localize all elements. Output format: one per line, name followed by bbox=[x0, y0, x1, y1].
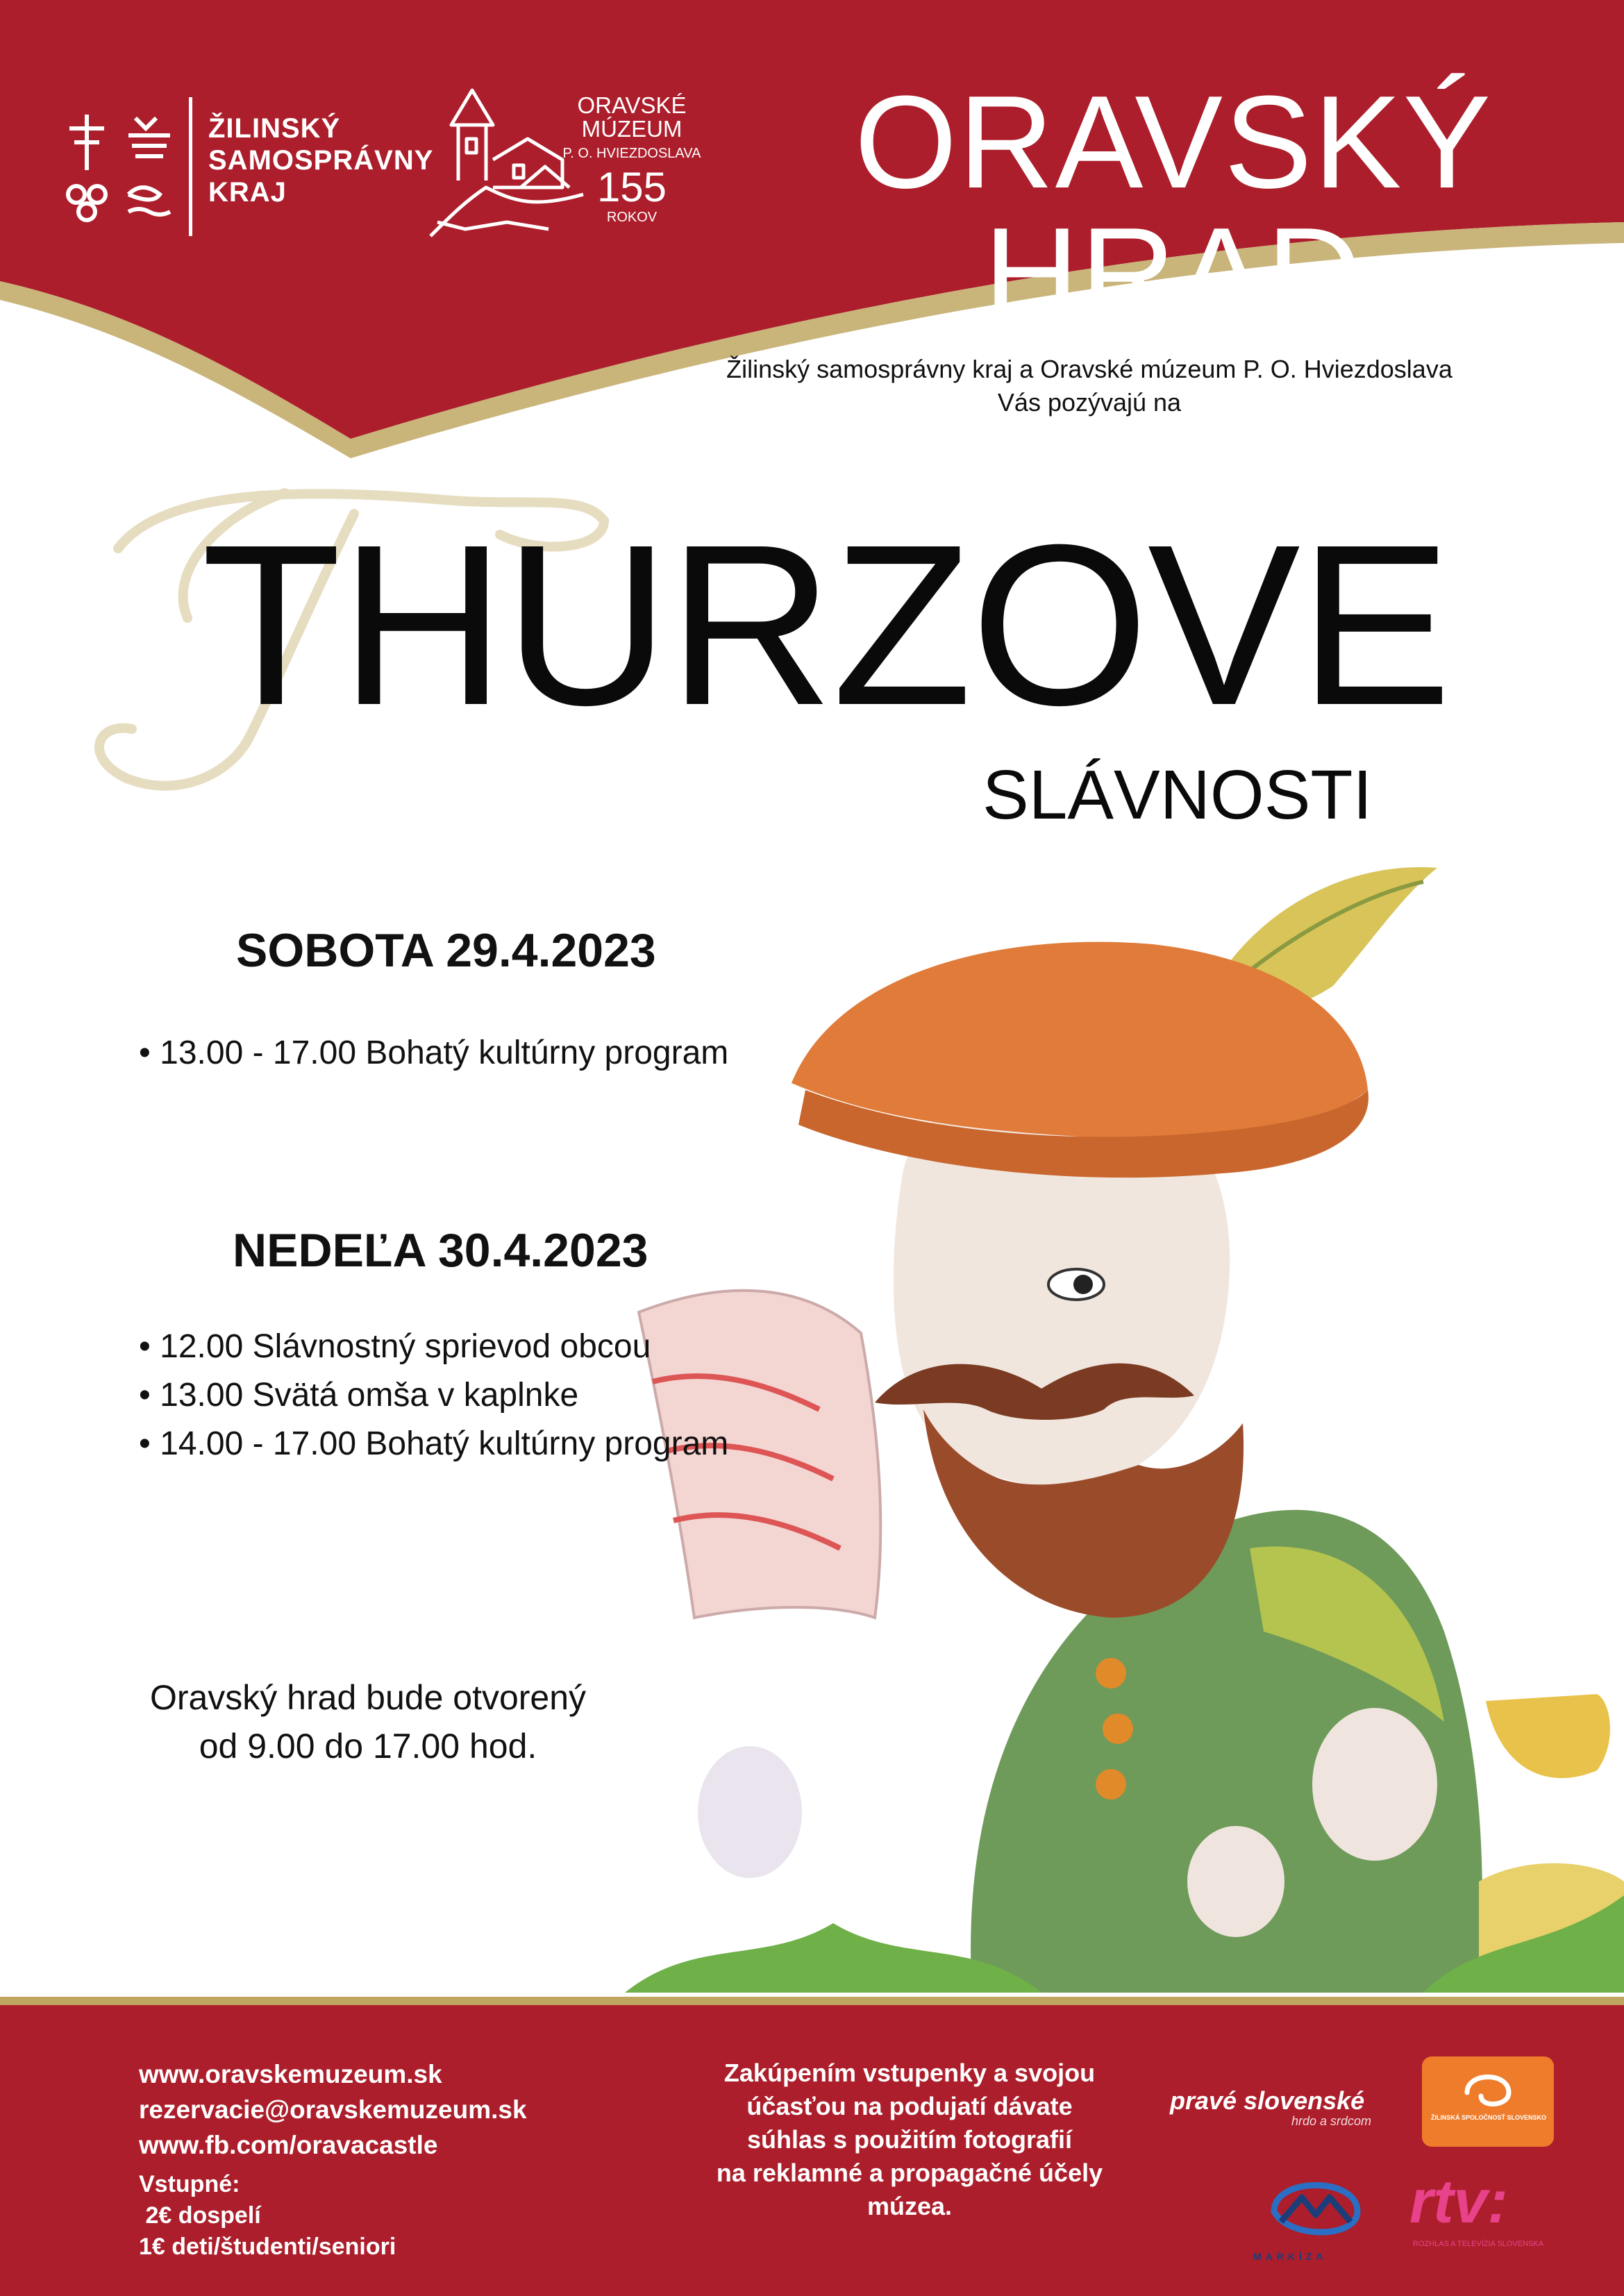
museum-logo-sub: P. O. HVIEZDOSLAVA bbox=[562, 146, 701, 161]
rtvs-logo: rtv: bbox=[1409, 2167, 1508, 2236]
zsk-line-2: SAMOSPRÁVNY bbox=[208, 145, 434, 176]
footer-contacts bbox=[139, 2056, 527, 2163]
entry-prices bbox=[139, 2169, 396, 2263]
sunday-title: NEDEĽA 30.4.2023 bbox=[233, 1224, 648, 1277]
consent-line-3: súhlas s použitím fotografií bbox=[746, 2125, 1073, 2154]
entry-price-reduced: 1€ deti/študenti/seniori bbox=[139, 2234, 396, 2260]
rtvs-logo-subtext: ROZHLAS A TELEVÍZIA SLOVENSKA bbox=[1413, 2240, 1544, 2248]
zsd-logo-text: ŽILINSKÁ SPOLOČNOSŤ SLOVENSKO bbox=[1430, 2114, 1546, 2121]
website-link[interactable]: www.oravskemuzeum.sk bbox=[139, 2060, 442, 2088]
saturday-title: SOBOTA 29.4.2023 bbox=[236, 924, 656, 977]
zsk-logo-text bbox=[208, 112, 433, 208]
facebook-link[interactable]: www.fb.com/oravacastle bbox=[139, 2131, 438, 2159]
pravo-slovenske-logo: pravé slovenské bbox=[1170, 2086, 1365, 2115]
markiza-logo-text: MARKÍZA bbox=[1253, 2251, 1328, 2262]
entry-price-adults: 2€ dospelí bbox=[139, 2202, 261, 2229]
entry-label: Vstupné: bbox=[139, 2171, 240, 2197]
email-link[interactable]: rezervacie@oravskemuzeum.sk bbox=[139, 2095, 527, 2124]
opening-line-1: Oravský hrad bude otvorený bbox=[149, 1678, 587, 1717]
zsk-line-3: KRAJ bbox=[208, 177, 287, 208]
sunday-item-2: • 13.00 Svätá omša v kaplnke bbox=[139, 1377, 579, 1414]
museum-line-1: ORAVSKÉ bbox=[577, 92, 687, 118]
thurzo-illustration bbox=[625, 854, 1624, 2006]
opening-line-2: od 9.00 do 17.00 hod. bbox=[199, 1727, 537, 1766]
logo-divider bbox=[189, 97, 192, 236]
consent-line-5: múzea. bbox=[867, 2192, 953, 2220]
page-title: ORAVSKÝ HRAD bbox=[854, 69, 1493, 348]
photo-consent-text bbox=[667, 2056, 1153, 2223]
museum-anniversary-label: ROKOV bbox=[606, 210, 658, 225]
opening-hours bbox=[104, 1673, 632, 1770]
consent-line-2: účasťou na podujatí dávate bbox=[746, 2092, 1073, 2120]
museum-line-2: MÚZEUM bbox=[581, 116, 683, 142]
zsk-coat-of-arms-icon bbox=[59, 108, 174, 226]
consent-line-4: na reklamné a propagačné účely bbox=[716, 2159, 1103, 2187]
markiza-logo-icon bbox=[1260, 2163, 1371, 2246]
consent-line-1: Zakúpením vstupenky a svojou bbox=[723, 2059, 1096, 2087]
sunday-item-3: • 14.00 - 17.00 Bohatý kultúrny program bbox=[139, 1425, 729, 1462]
museum-logo-name bbox=[562, 94, 701, 141]
zsk-line-1: ŽILINSKÝ bbox=[208, 113, 341, 144]
invitation-text bbox=[638, 353, 1541, 419]
event-title: THURZOVE bbox=[201, 496, 1450, 753]
event-subtitle: SLÁVNOSTI bbox=[982, 756, 1373, 834]
sunday-item-1: • 12.00 Slávnostný sprievod obcou bbox=[139, 1328, 651, 1365]
invitation-line-1: Žilinský samosprávny kraj a Oravské múzeum P. O. Hviezdoslava bbox=[726, 355, 1453, 383]
saturday-item: • 13.00 - 17.00 Bohatý kultúrny program bbox=[139, 1034, 729, 1071]
invitation-line-2: Vás pozývajú na bbox=[997, 388, 1182, 417]
museum-anniversary-number: 155 bbox=[596, 164, 667, 210]
zsd-swirl-icon bbox=[1460, 2065, 1516, 2113]
pravo-slovenske-tagline: hrdo a srdcom bbox=[1291, 2114, 1372, 2128]
zsd-logo bbox=[1422, 2056, 1554, 2147]
